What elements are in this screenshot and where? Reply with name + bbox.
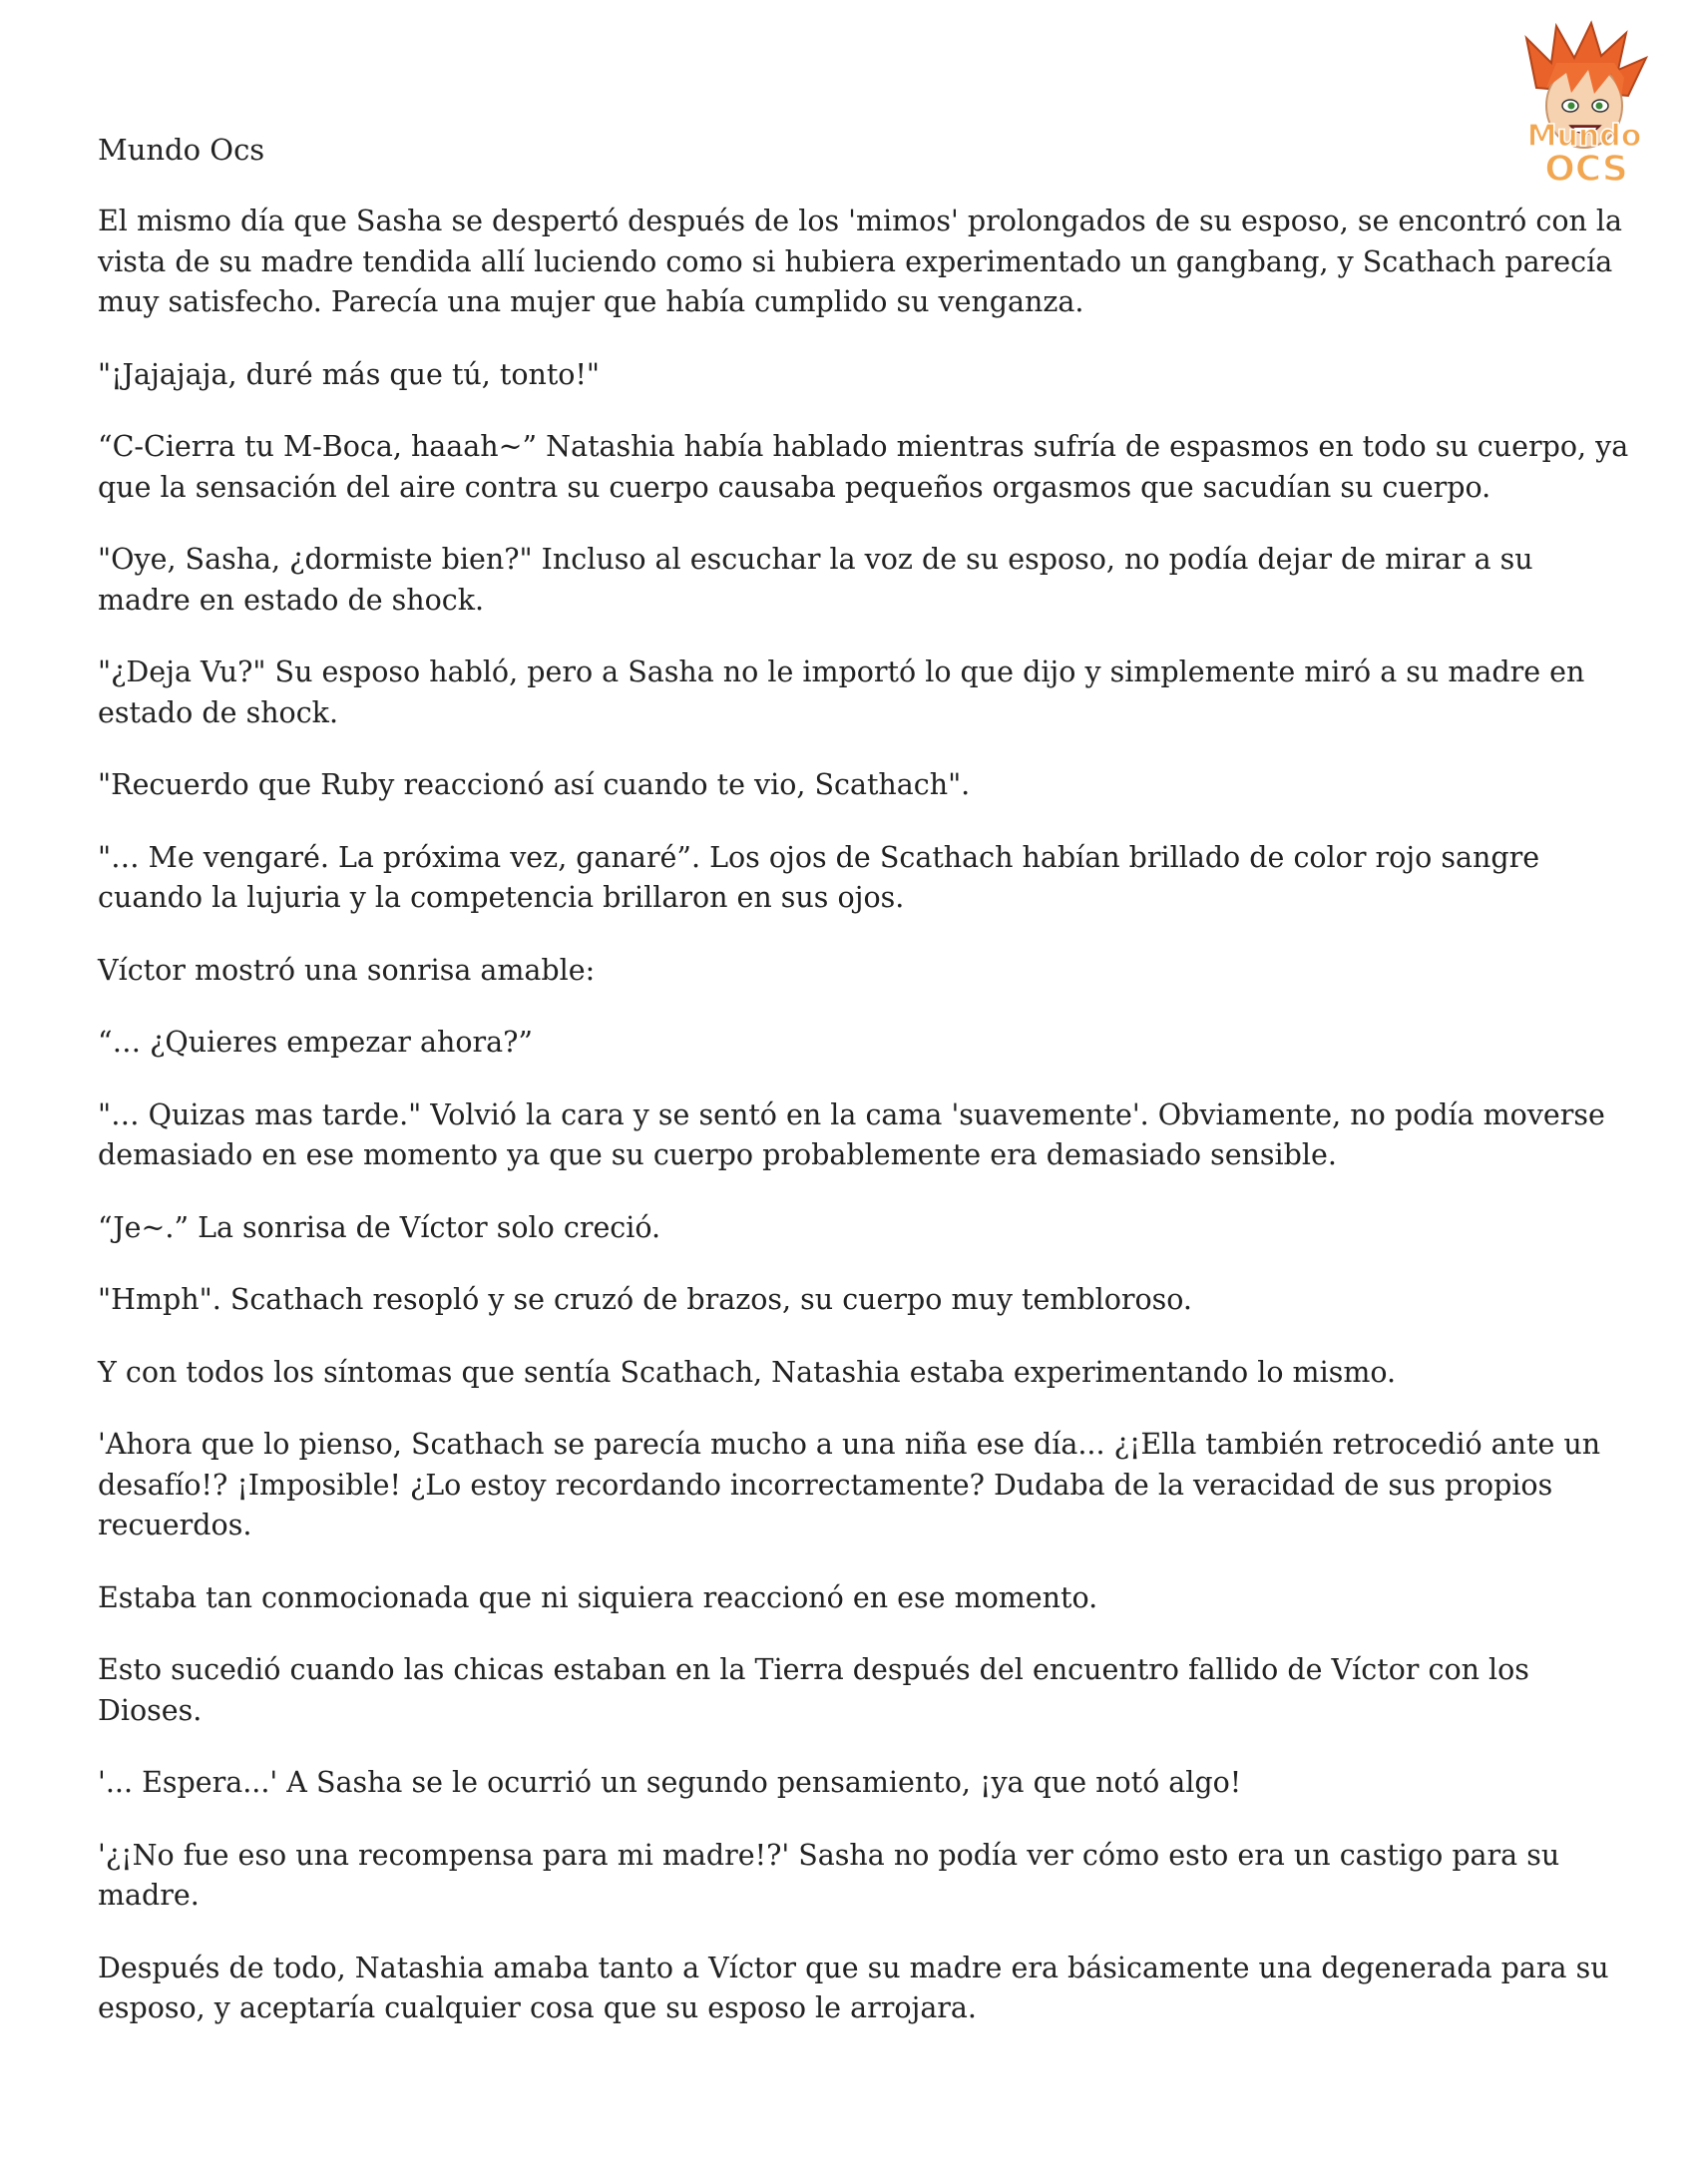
logo-text-line2: OCS [1544,149,1628,190]
mascot-logo-icon [1496,18,1671,193]
paragraph: '¿¡No fue eso una recompensa para mi madre!?' Sasha no podía ver cómo esto era un castigo para su madre. [98,1838,1560,1912]
paragraph: Esto sucedió cuando las chicas estaban en la Tierra después del encuentro fallido de Víctor con los Dioses. [98,1653,1529,1727]
document-header: Mundo Ocs [98,133,265,167]
paragraph: "Recuerdo que Ruby reaccionó así cuando te vio, Scathach". [98,768,971,801]
paragraph: "¿Deja Vu?" Su esposo habló, pero a Sasha no le importó lo que dijo y simplemente miró a su madre en estado de shock. [98,655,1585,729]
paragraph: “Je~.” La sonrisa de Víctor solo creció. [98,1210,661,1244]
paragraph: Y con todos los síntomas que sentía Scathach, Natashia estaba experimentando lo mismo. [98,1355,1397,1389]
paragraph: Víctor mostró una sonrisa amable: [98,953,596,987]
paragraph: "¡Jajajaja, duré más que tú, tonto!" [98,357,601,391]
paragraph: "… Quizas mas tarde." Volvió la cara y se sentó en la cama 'suavemente'. Obviamente, no podía moverse demasiado en ese momento ya que su cuerpo probablemente era demasiado sensible. [98,1097,1605,1171]
paragraph: “C-Cierra tu M-Boca, haaah~” Natashia había hablado mientras sufría de espasmos en todo su cuerpo, ya que la sensación del aire contra su cuerpo causaba pequeños orgasmos que sacudían su cuerpo. [98,430,1629,504]
paragraph: "… Me vengaré. La próxima vez, ganaré”. Los ojos de Scathach habían brillado de color rojo sangre cuando la lujuria y la competencia brillaron en sus ojos. [98,840,1540,914]
paragraph: "Oye, Sasha, ¿dormiste bien?" Incluso al escuchar la voz de su esposo, no podía dejar de mirar a su madre en estado de shock. [98,543,1533,617]
paragraph: El mismo día que Sasha se despertó después de los 'mimos' prolongados de su esposo, se encontró con la vista de su madre tendida allí luciendo como si hubiera experimentado un gangbang, y Scathach parecía muy satisfecho. Parecía una mujer que había cumplido su venganza. [98,205,1623,318]
paragraph: '... Espera...' A Sasha se le ocurrió un segundo pensamiento, ¡ya que notó algo! [98,1766,1242,1799]
paragraph: “… ¿Quieres empezar ahora?” [98,1026,533,1059]
paragraph: Estaba tan conmocionada que ni siquiera reaccionó en ese momento. [98,1580,1098,1614]
logo-text-line1: Mundo [1526,119,1642,154]
mundo-ocs-logo [1496,18,1671,193]
paragraph: 'Ahora que lo pienso, Scathach se parecía mucho a una niña ese día... ¿¡Ella también retrocedió ante un desafío!? ¡Imposible! ¿Lo estoy recordando incorrectamente? Dudaba de la veracidad de sus propios recuerdos. [98,1428,1601,1541]
document-body [98,202,1634,2061]
paragraph: "Hmph". Scathach resopló y se cruzó de brazos, su cuerpo muy tembloroso. [98,1283,1192,1316]
paragraph: Después de todo, Natashia amaba tanto a Víctor que su madre era básicamente una degenerada para su esposo, y aceptaría cualquier cosa que su esposo le arrojara. [98,1951,1609,2024]
